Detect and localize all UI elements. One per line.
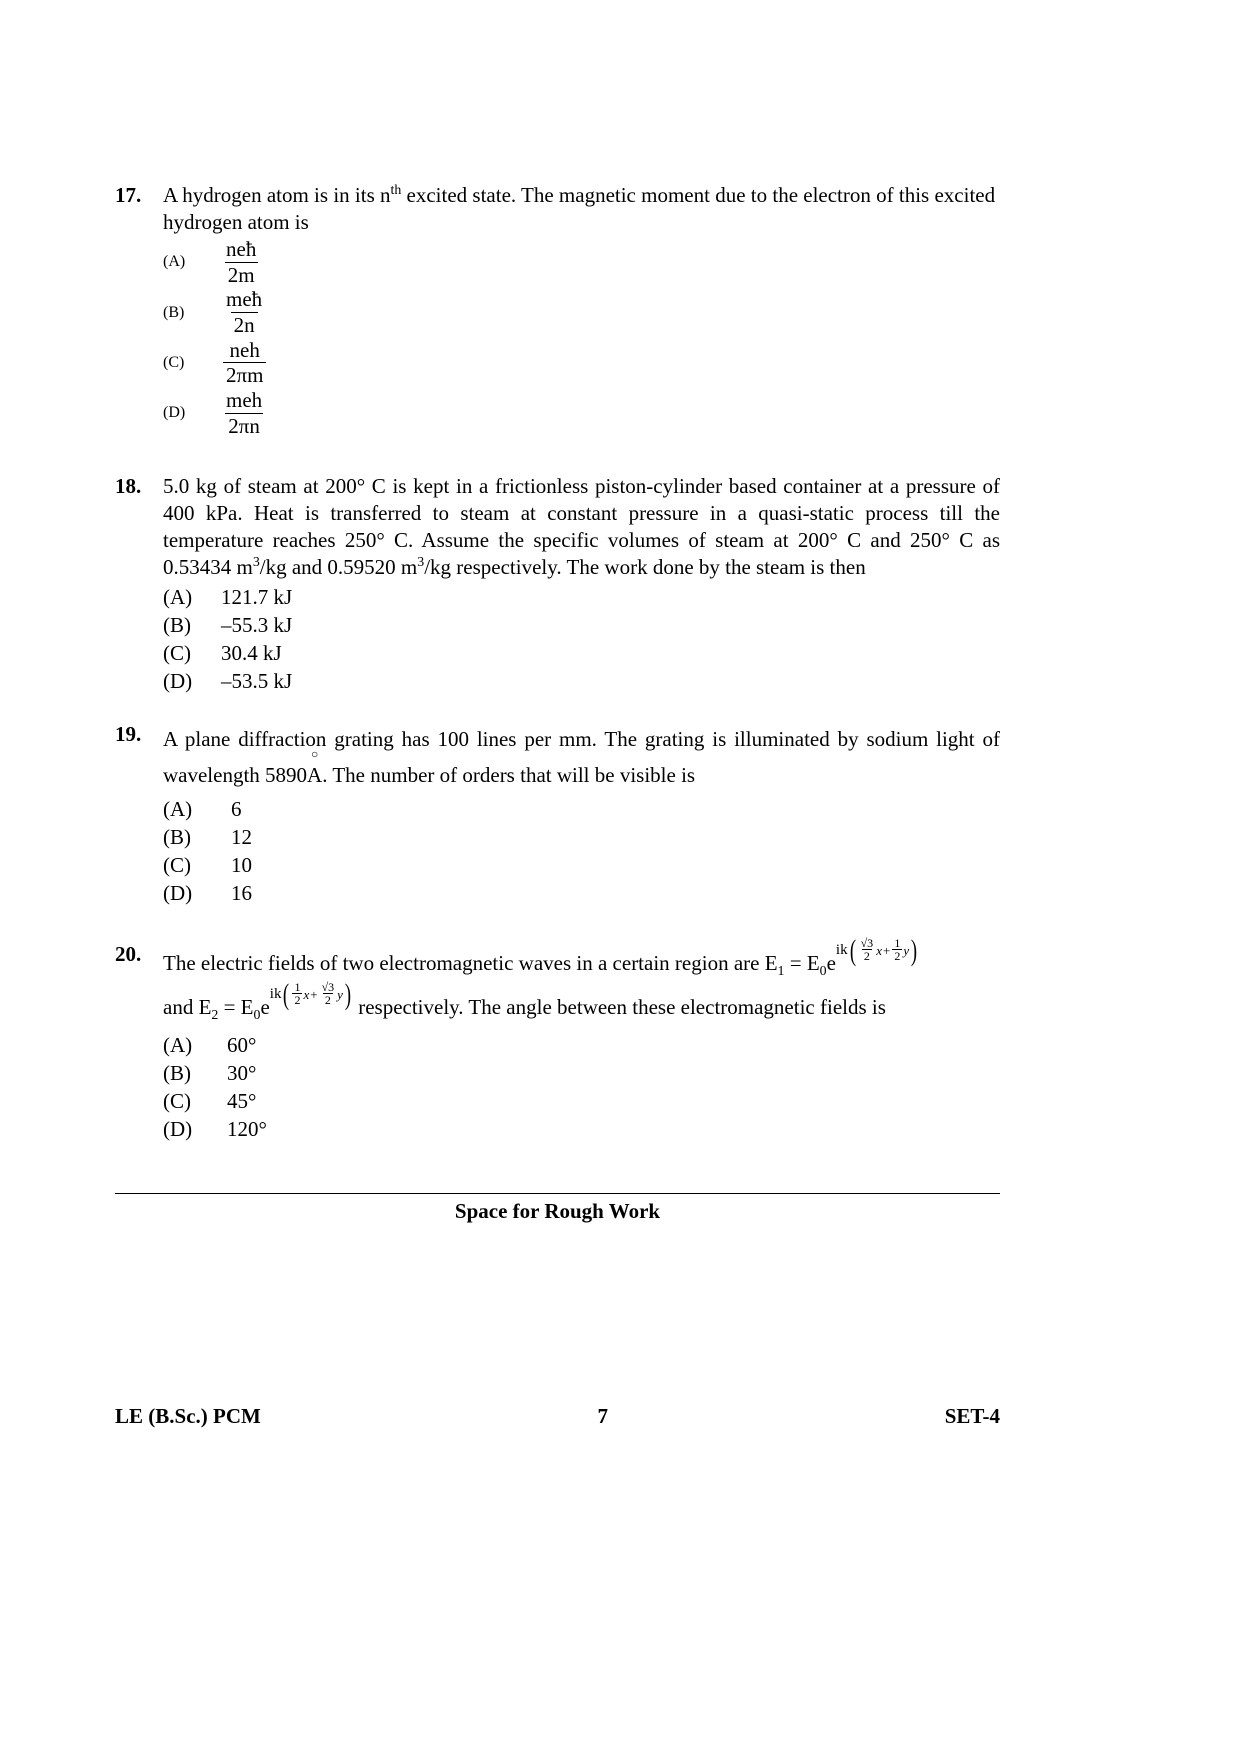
question-19 xyxy=(115,721,1000,907)
option-18-a[interactable] xyxy=(163,583,1000,611)
equation-equals: = E xyxy=(218,995,254,1020)
variable-x: x xyxy=(303,987,310,1003)
option-label: (C) xyxy=(163,853,191,878)
option-fraction xyxy=(223,339,266,387)
option-fraction xyxy=(223,389,265,437)
option-label: (B) xyxy=(163,303,185,321)
variable-x: x xyxy=(876,943,882,959)
option-19-b[interactable] xyxy=(163,823,1000,851)
fraction-numerator: 1 xyxy=(894,936,901,951)
angstrom-ring-icon: ○ xyxy=(311,747,319,762)
coefficient-fraction-1 xyxy=(292,981,302,1006)
footer-exam-code: LE (B.Sc.) PCM xyxy=(115,1404,261,1428)
option-label: (B) xyxy=(163,1061,191,1086)
option-label: (D) xyxy=(163,669,193,694)
fraction-numerator: meħ xyxy=(226,287,263,312)
question-text xyxy=(163,721,1000,793)
question-number: 19. xyxy=(115,722,142,747)
rough-work-divider xyxy=(115,1193,1000,1194)
option-text: –55.3 kJ xyxy=(221,613,293,638)
option-label: (B) xyxy=(163,825,191,850)
exponent-expression-2 xyxy=(269,978,353,1012)
fraction-numerator: neh xyxy=(229,337,260,362)
option-text: 45° xyxy=(227,1089,257,1114)
close-paren: ) xyxy=(344,978,352,1012)
rough-work-label: Space for Rough Work xyxy=(454,1199,661,1223)
option-18-d[interactable] xyxy=(163,667,1000,695)
question-number: 18. xyxy=(115,474,142,499)
equation-equals: = E xyxy=(784,951,820,976)
option-label: (D) xyxy=(163,1117,193,1142)
question-text-part1: A hydrogen atom is in its n xyxy=(163,183,391,207)
amplitude-subscript: 0 xyxy=(819,963,827,979)
ordinal-superscript: th xyxy=(390,182,402,197)
fraction-denominator: 2m xyxy=(225,262,258,287)
option-label: (A) xyxy=(163,797,193,822)
fraction-denominator: 2 xyxy=(863,949,870,964)
question-text-line1: 5.0 kg of steam at 200° C is kept in a frictionless piston-cylinder based container at a pressure of 400 kPa. Heat is transferred to steam at constant pressure in a quasi-static process till the temperature reaches 250° C. Assume the specific volumes of steam at 200° C and 250° C as 0.53434 m xyxy=(163,474,1000,580)
option-label: (A) xyxy=(163,253,186,271)
close-paren: ) xyxy=(910,934,918,968)
question-text-line1: A plane diffraction grating has 100 lines per mm. The grating is illuminated by sodium light of wavelength 5890 xyxy=(163,727,1000,788)
option-text: 120° xyxy=(227,1117,267,1142)
fraction-denominator: 2πm xyxy=(223,362,266,387)
option-label: (C) xyxy=(163,1089,191,1114)
question-list xyxy=(115,182,1000,1143)
variable-y: y xyxy=(903,943,910,959)
question-number: 17. xyxy=(115,183,142,207)
option-19-a[interactable] xyxy=(163,795,1000,823)
question-text-line2: . The number of orders that will be visible is xyxy=(322,763,696,788)
variable-y: y xyxy=(337,987,343,1003)
plus-sign: + xyxy=(882,943,891,959)
option-20-d[interactable] xyxy=(163,1115,1000,1143)
fraction-denominator: 2 xyxy=(294,993,301,1008)
cubic-superscript: 3 xyxy=(417,554,425,570)
fraction-numerator: √3 xyxy=(860,936,874,951)
option-label: (C) xyxy=(163,353,185,371)
options-17 xyxy=(115,238,1000,437)
option-text: –53.5 kJ xyxy=(221,669,293,694)
exponential-base: e xyxy=(826,951,836,976)
question-text-line3: /kg respectively. The work done by the steam is then xyxy=(424,555,866,580)
option-label: (A) xyxy=(163,585,193,610)
option-19-c[interactable] xyxy=(163,851,1000,879)
option-17-d[interactable] xyxy=(163,389,1000,437)
fraction-denominator: 2n xyxy=(231,312,258,337)
option-fraction xyxy=(223,288,265,336)
options-18 xyxy=(115,583,1000,695)
option-20-b[interactable] xyxy=(163,1059,1000,1087)
question-20 xyxy=(115,934,1000,1143)
question-number: 20. xyxy=(115,942,142,967)
fraction-numerator: √3 xyxy=(321,980,335,995)
exponent-expression-1 xyxy=(835,934,919,968)
option-17-c[interactable] xyxy=(163,339,1000,387)
angstrom-letter: A xyxy=(307,763,323,788)
fraction-denominator: 2 xyxy=(894,949,901,964)
cubic-superscript: 3 xyxy=(252,554,260,570)
footer-set-code: SET-4 xyxy=(944,1404,1000,1428)
field-subscript: 1 xyxy=(777,963,785,979)
option-label: (C) xyxy=(163,641,191,666)
field-subscript: 2 xyxy=(211,1007,219,1023)
option-label: (A) xyxy=(163,1033,193,1058)
angstrom-unit xyxy=(307,747,323,793)
page-footer xyxy=(115,1404,1000,1429)
question-lead-text: The electric fields of two electromagnetic waves in a certain region are E xyxy=(163,951,778,976)
coefficient-fraction-2 xyxy=(892,937,902,962)
fraction-denominator: 2 xyxy=(324,993,331,1008)
ik-factor: ik xyxy=(835,942,848,959)
fraction-numerator: meh xyxy=(226,388,263,413)
option-18-c[interactable] xyxy=(163,639,1000,667)
option-text: 6 xyxy=(231,797,242,822)
amplitude-subscript: 0 xyxy=(253,1007,261,1023)
option-label: (D) xyxy=(163,404,186,422)
ik-factor: ik xyxy=(269,986,282,1003)
coefficient-fraction-2 xyxy=(320,981,337,1006)
exponential-base: e xyxy=(260,995,270,1020)
option-text: 30° xyxy=(227,1061,257,1086)
question-text xyxy=(163,182,1000,236)
option-20-a[interactable] xyxy=(163,1031,1000,1059)
option-17-b[interactable] xyxy=(163,288,1000,336)
fraction-numerator: 1 xyxy=(294,980,301,995)
options-19 xyxy=(115,795,1000,907)
option-text: 10 xyxy=(231,853,252,878)
option-text: 16 xyxy=(231,881,252,906)
option-18-b[interactable] xyxy=(163,611,1000,639)
coefficient-fraction-1 xyxy=(859,937,876,962)
option-text: 30.4 kJ xyxy=(221,641,282,666)
question-17 xyxy=(115,182,1000,437)
fraction-denominator: 2πn xyxy=(225,413,263,438)
option-text: 121.7 kJ xyxy=(221,585,293,610)
question-text-line2: /kg and 0.59520 m xyxy=(259,555,418,580)
options-20 xyxy=(115,1031,1000,1143)
plus-sign: + xyxy=(310,987,318,1003)
second-field-lead: and E xyxy=(163,995,212,1020)
page-number: 7 xyxy=(597,1404,609,1428)
open-paren: ( xyxy=(283,978,290,1012)
question-tail-text: respectively. The angle between these electromagnetic fields is xyxy=(352,995,886,1020)
option-17-a[interactable] xyxy=(163,238,1000,286)
option-text: 60° xyxy=(227,1033,257,1058)
option-20-c[interactable] xyxy=(163,1087,1000,1115)
question-text xyxy=(163,473,1000,581)
option-label: (D) xyxy=(163,881,193,906)
open-paren: ( xyxy=(849,934,856,968)
option-text: 12 xyxy=(231,825,252,850)
option-label: (B) xyxy=(163,613,191,638)
option-fraction xyxy=(223,238,259,286)
question-text-part2: excited state. The magnetic moment due to the electron of this excited hydrogen atom is xyxy=(163,183,996,234)
question-text xyxy=(163,934,1000,1029)
question-18 xyxy=(115,473,1000,695)
fraction-numerator: neħ xyxy=(226,237,257,261)
option-19-d[interactable] xyxy=(163,879,1000,907)
